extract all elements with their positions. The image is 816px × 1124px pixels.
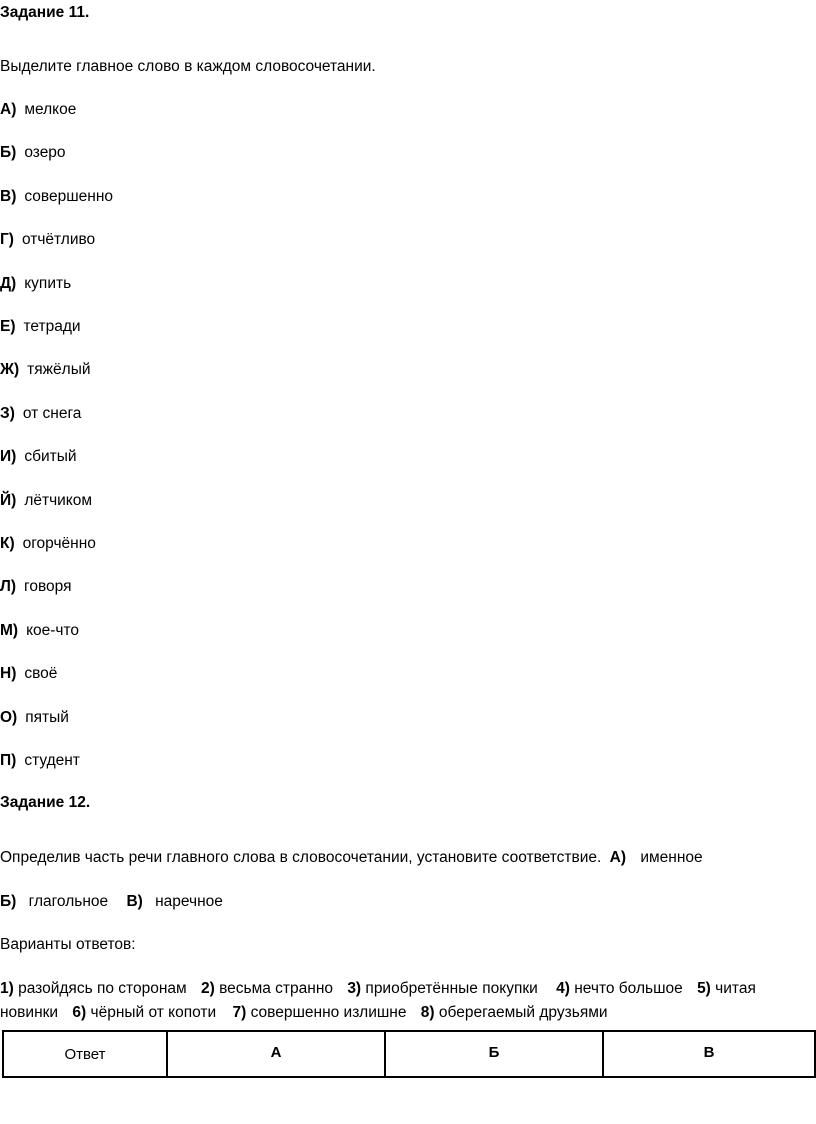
task11-item (0, 318, 81, 336)
item-word: студент (24, 752, 80, 769)
task11-item (0, 622, 79, 640)
category-a-letter: А) (609, 849, 627, 866)
option-text: новинки (0, 1004, 59, 1021)
option-text: совершенно излишне (250, 1004, 407, 1021)
option-text: чёрный от копоти (90, 1004, 217, 1021)
item-letter: Й) (0, 491, 17, 509)
item-word: совершенно (24, 187, 113, 205)
item-letter: Л) (0, 578, 17, 596)
task11-item (0, 752, 80, 770)
item-word: озеро (24, 144, 66, 162)
option-number: 4) (556, 980, 570, 997)
category-b-letter: Б) (0, 893, 17, 910)
task11-instruction: Выделите главное слово в каждом словосочетании. (0, 58, 376, 75)
option-text: разойдясь по сторонам (18, 980, 187, 997)
option-number: 1) (0, 980, 14, 997)
category-c-letter: В) (126, 893, 143, 910)
item-word: кое-что (26, 621, 80, 639)
option-number: 3) (347, 980, 362, 997)
option-number: 8) (420, 1004, 435, 1021)
item-word: отчётливо (21, 231, 96, 249)
item-letter: И) (0, 448, 17, 466)
task11-item (0, 448, 77, 466)
answer-table (2, 1030, 816, 1078)
task11-item (0, 665, 57, 683)
task11-item (0, 101, 76, 119)
item-letter: Н) (0, 665, 17, 683)
options-line-1 (0, 980, 756, 998)
item-word: своё (24, 665, 58, 683)
options-line-2 (0, 1004, 608, 1022)
item-word: лётчиком (24, 491, 93, 509)
item-letter: Д) (0, 274, 17, 292)
task11-item (0, 275, 71, 293)
item-word: тяжёлый (27, 361, 91, 379)
option-text: нечто большое (574, 980, 683, 997)
task11-item (0, 405, 81, 423)
task11-item (0, 144, 66, 162)
category-b-label: глагольное (28, 893, 109, 910)
task12-title: Задание 12. (0, 794, 91, 811)
task11-title: Задание 11. (0, 4, 90, 21)
item-letter: В) (0, 187, 17, 205)
variants-label: Варианты ответов: (0, 936, 136, 953)
item-letter: К) (0, 535, 15, 552)
item-letter: М) (0, 621, 19, 639)
answer-cell-a[interactable]: А (167, 1031, 385, 1077)
task11-item (0, 709, 69, 727)
answer-cell-c[interactable]: В (603, 1031, 815, 1077)
item-word: огорчённо (22, 535, 96, 552)
task12-instruction-line (0, 849, 703, 867)
task11-item (0, 492, 92, 510)
task11-item (0, 361, 91, 379)
option-number: 6) (72, 1004, 87, 1021)
option-text: оберегаемый друзьями (438, 1004, 608, 1021)
option-number: 2) (200, 980, 215, 997)
item-word: пятый (25, 708, 69, 726)
item-letter: Ж) (0, 361, 20, 379)
task12-instruction: Определив часть речи главного слова в словосочетании, установите соответствие. (0, 849, 602, 866)
item-word: купить (24, 274, 72, 292)
item-word: мелкое (24, 101, 77, 118)
item-letter: З) (0, 404, 15, 422)
item-word: от снега (22, 404, 82, 422)
category-c-label: наречное (155, 893, 223, 910)
item-letter: П) (0, 752, 17, 769)
task11-item (0, 578, 72, 596)
task11-item (0, 535, 96, 553)
option-text: читая (715, 980, 756, 997)
task11-item (0, 231, 95, 249)
item-word: тетради (23, 318, 81, 335)
item-letter: А) (0, 101, 17, 118)
item-letter: Г) (0, 231, 14, 249)
item-letter: Б) (0, 144, 17, 162)
category-a-label: именное (640, 849, 703, 866)
task12-categories-line (0, 893, 223, 911)
option-number: 7) (232, 1004, 247, 1021)
answer-header: Ответ (3, 1031, 167, 1077)
option-text: весьма странно (219, 980, 333, 997)
item-letter: О) (0, 708, 18, 726)
item-letter: Е) (0, 318, 16, 335)
item-word: говоря (24, 578, 72, 596)
option-number: 5) (697, 980, 711, 997)
task11-item (0, 188, 113, 206)
answer-cell-b[interactable]: Б (385, 1031, 603, 1077)
item-word: сбитый (24, 448, 77, 466)
option-text: приобретённые покупки (365, 980, 538, 997)
